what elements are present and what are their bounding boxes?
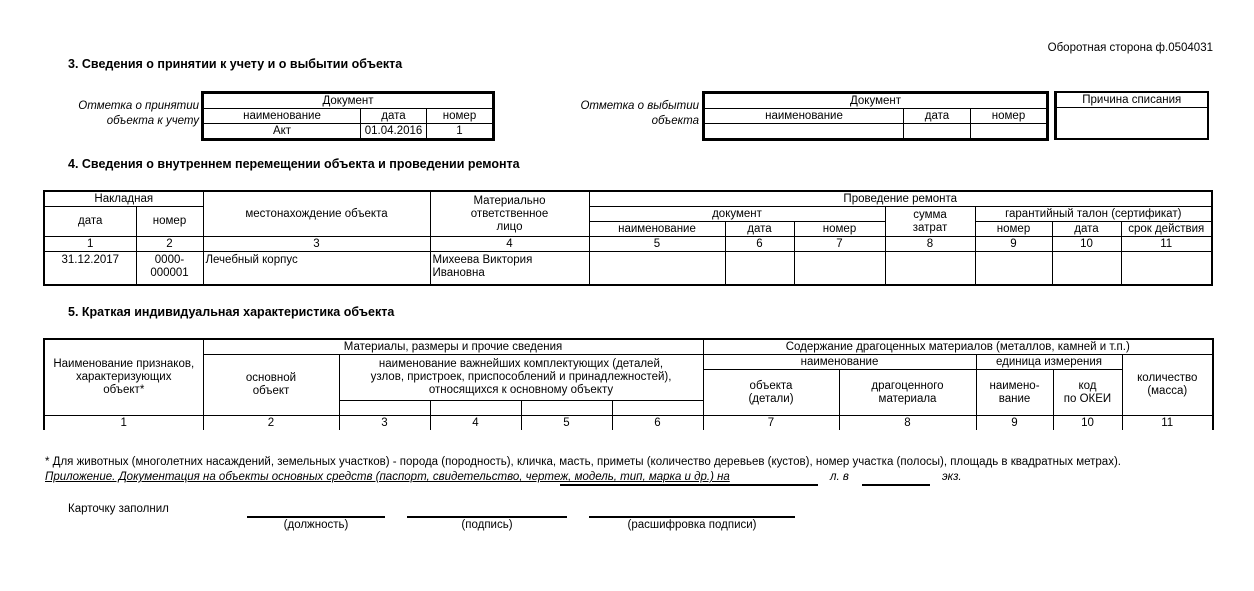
- col-number: 4: [430, 416, 521, 431]
- waybill-number-header: номер: [136, 207, 203, 237]
- col-number: 1: [44, 237, 136, 252]
- features-header: [44, 339, 203, 416]
- repair-doc-date[interactable]: [725, 252, 794, 286]
- warranty-date-header: дата: [1052, 222, 1121, 237]
- col-number: 3: [339, 416, 430, 431]
- object-location[interactable]: Лечебный корпус: [203, 252, 430, 286]
- col-number: 9: [975, 237, 1052, 252]
- col-number: 11: [1121, 237, 1212, 252]
- signature-label: (подпись): [461, 519, 513, 531]
- appendix-copies-label: экз.: [942, 471, 962, 483]
- main-object-header: [203, 355, 339, 416]
- quantity-header-line1: количество: [1137, 372, 1198, 384]
- section5-title: 5. Краткая индивидуальная характеристика объекта: [68, 305, 395, 319]
- main-object-header-line2: объект: [252, 385, 290, 397]
- column-numbers-row: [44, 237, 1212, 252]
- form-code: Оборотная сторона ф.0504031: [1047, 42, 1213, 54]
- quantity-header: [1122, 355, 1213, 416]
- doc-number-header: номер: [794, 222, 885, 237]
- responsible-header-line3: лицо: [496, 220, 523, 233]
- col-number: 6: [612, 416, 703, 431]
- disposal-reason-header: Причина списания: [1056, 92, 1208, 108]
- disposal-doc-date[interactable]: [904, 124, 971, 140]
- components-header: [339, 355, 703, 401]
- appendix-sheets-field[interactable]: [560, 484, 818, 486]
- responsible-person[interactable]: [430, 252, 589, 286]
- acceptance-col-number: номер: [427, 109, 494, 124]
- responsible-header-line1: Материально: [473, 194, 546, 207]
- signature-decoding-label: (расшифровка подписи): [627, 519, 757, 531]
- warranty-number[interactable]: [975, 252, 1052, 286]
- filled-by-label: Карточку заполнил: [68, 503, 169, 515]
- component-cell[interactable]: [521, 401, 612, 416]
- cost-header: [885, 207, 975, 237]
- materials-header: Материалы, размеры и прочие сведения: [203, 339, 703, 355]
- col-number: 7: [794, 237, 885, 252]
- signature-decoding-field[interactable]: [589, 516, 795, 518]
- repair-cost[interactable]: [885, 252, 975, 286]
- table-row: [44, 252, 1212, 286]
- responsible-header: [430, 191, 589, 237]
- position-field[interactable]: [247, 516, 385, 518]
- features-header-line1: Наименование признаков,: [53, 358, 195, 370]
- acceptance-doc-header: Документ: [203, 93, 494, 109]
- main-object-header-line1: основной: [245, 372, 297, 384]
- responsible-person-line2: Ивановна: [432, 267, 485, 279]
- naming-header: наименование: [703, 355, 976, 370]
- movement-repair-table: [43, 190, 1213, 286]
- acceptance-label-line2: объекта к учету: [106, 115, 199, 127]
- disposal-reason-table: [1054, 91, 1209, 140]
- precious-material-header: [839, 370, 976, 416]
- col-number: 4: [430, 237, 589, 252]
- signature-field[interactable]: [407, 516, 567, 518]
- cost-header-line2: затрат: [912, 221, 948, 234]
- unit-name-header-line2: вание: [998, 392, 1031, 405]
- disposal-doc-name[interactable]: [704, 124, 904, 140]
- unit-name-header: [976, 370, 1053, 416]
- doc-date-header: дата: [725, 222, 794, 237]
- features-header-line2: характеризующих: [76, 371, 172, 383]
- warranty-header: гарантийный талон (сертификат): [975, 207, 1212, 222]
- acceptance-col-date: дата: [361, 109, 427, 124]
- warranty-number-header: номер: [975, 222, 1052, 237]
- acceptance-doc-name[interactable]: Акт: [203, 124, 361, 140]
- precious-material-header-line1: драгоценного: [871, 379, 944, 392]
- okei-code-header-line1: код: [1078, 379, 1097, 392]
- position-label: (должность): [283, 519, 349, 531]
- component-cell[interactable]: [612, 401, 703, 416]
- acceptance-label-line1: Отметка о принятии: [78, 100, 199, 112]
- acceptance-label: [40, 99, 199, 129]
- quantity-header-line2: (масса): [1147, 385, 1188, 397]
- warranty-date[interactable]: [1052, 252, 1121, 286]
- acceptance-col-name: наименование: [203, 109, 361, 124]
- column-numbers-row: [44, 416, 1213, 431]
- appendix-copies-field[interactable]: [862, 484, 930, 486]
- object-detail-header-line1: объекта: [749, 379, 793, 392]
- precious-header: Содержание драгоценных материалов (металлов, камней и т.п.): [703, 339, 1213, 355]
- col-number: 7: [703, 416, 839, 431]
- features-header-line3: объект*: [103, 384, 145, 396]
- okei-code-header-line2: по ОКЕИ: [1063, 392, 1112, 405]
- col-number: 2: [136, 237, 203, 252]
- waybill-number-line2: 000001: [150, 267, 189, 279]
- disposal-label-line2: объекта: [651, 115, 699, 127]
- components-header-line1: наименование важнейших комплектующих (деталей,: [378, 358, 664, 370]
- acceptance-table: [201, 91, 495, 141]
- col-number: 8: [839, 416, 976, 431]
- disposal-table: [702, 91, 1049, 141]
- characteristics-table: [43, 338, 1214, 430]
- disposal-col-number: номер: [971, 109, 1048, 124]
- repair-doc-name[interactable]: [589, 252, 725, 286]
- appendix-sheets-label: л. в: [830, 471, 849, 483]
- cost-header-line1: сумма: [913, 208, 947, 221]
- unit-header: единица измерения: [976, 355, 1122, 370]
- location-header: местонахождение объекта: [203, 191, 430, 237]
- responsible-header-line2: ответственное: [470, 207, 549, 220]
- col-number: 1: [44, 416, 203, 431]
- disposal-label: [540, 99, 699, 129]
- acceptance-doc-number[interactable]: 1: [427, 124, 494, 140]
- warranty-validity-header: срок действия: [1121, 222, 1212, 237]
- object-detail-header: [703, 370, 839, 416]
- disposal-label-line1: Отметка о выбытии: [580, 100, 699, 112]
- col-number: 10: [1052, 237, 1121, 252]
- col-number: 10: [1053, 416, 1122, 431]
- repair-document-header: документ: [589, 207, 885, 222]
- waybill-number[interactable]: [136, 252, 203, 286]
- warranty-validity[interactable]: [1121, 252, 1212, 286]
- col-number: 3: [203, 237, 430, 252]
- col-number: 11: [1122, 416, 1213, 431]
- footnote: * Для животных (многолетних насаждений, земельных участков) - порода (породность), кличка, масть, приметы (количество деревьев (кустов), номер участка (полосы), площадь в квадратных метрах).: [45, 456, 1121, 468]
- unit-name-header-line1: наимено-: [989, 379, 1040, 392]
- col-number: 5: [589, 237, 725, 252]
- col-number: 2: [203, 416, 339, 431]
- appendix-text: Приложение. Документация на объекты основных средств (паспорт, свидетельство, чертеж, модель, тип, марка и др.) на: [45, 471, 730, 483]
- waybill-date[interactable]: 31.12.2017: [44, 252, 136, 286]
- doc-name-header: наименование: [589, 222, 725, 237]
- object-detail-header-line2: (детали): [748, 392, 794, 405]
- col-number: 5: [521, 416, 612, 431]
- disposal-doc-number[interactable]: [971, 124, 1048, 140]
- disposal-col-name: наименование: [704, 109, 904, 124]
- components-header-line2: узлов, пристроек, приспособлений и принадлежностей),: [370, 371, 672, 383]
- repair-header: Проведение ремонта: [589, 191, 1212, 207]
- waybill-date-header: дата: [44, 207, 136, 237]
- components-header-line3: относящихся к основному объекту: [428, 384, 614, 396]
- section4-title: 4. Сведения о внутреннем перемещении объекта и проведении ремонта: [68, 157, 520, 171]
- waybill-header: Накладная: [44, 191, 203, 207]
- col-number: 9: [976, 416, 1053, 431]
- okei-code-header: [1053, 370, 1122, 416]
- col-number: 6: [725, 237, 794, 252]
- component-cell[interactable]: [430, 401, 521, 416]
- acceptance-doc-date[interactable]: 01.04.2016: [361, 124, 427, 140]
- waybill-number-line1: 0000-: [154, 254, 185, 266]
- col-number: 8: [885, 237, 975, 252]
- disposal-reason-value[interactable]: [1056, 108, 1208, 140]
- section3-title: 3. Сведения о принятии к учету и о выбытии объекта: [68, 57, 403, 71]
- disposal-doc-header: Документ: [704, 93, 1048, 109]
- responsible-person-line1: Михеева Виктория: [432, 254, 533, 266]
- appendix-line: [45, 471, 730, 483]
- component-cell[interactable]: [339, 401, 430, 416]
- repair-doc-number[interactable]: [794, 252, 885, 286]
- disposal-col-date: дата: [904, 109, 971, 124]
- precious-material-header-line2: материала: [878, 392, 937, 405]
